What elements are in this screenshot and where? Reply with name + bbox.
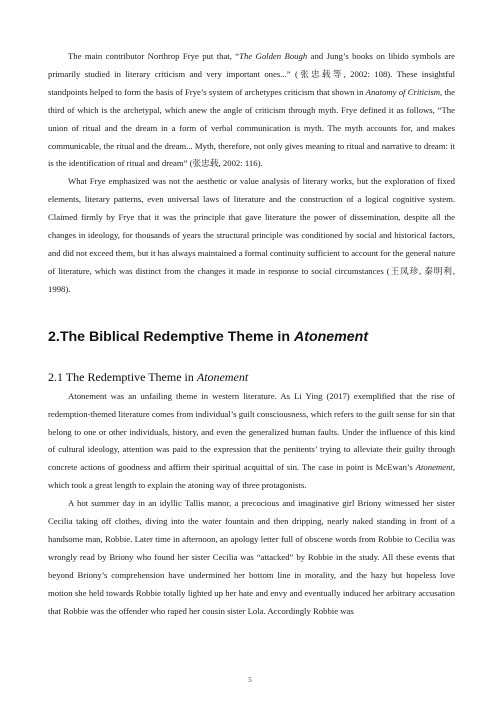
italic-title-text: Atonement (293, 328, 369, 345)
chapter-heading: 2.The Biblical Redemptive Theme in Atonement (48, 328, 369, 345)
paragraph-redemption-theme: Atonement was an unfailing theme in western literature. As Li Ying (2017) exemplified that the rise of redemption-themed literature comes from individual’s guilt consciousness, which refers to the guilt sense for sin that belong to one or other individuals, history, and even the generalized human faults. Under the influence of this kind of cultural ideology, attention was paid to the expression that the penitents’ trying to alleviate their guilty through concrete actions of goodness and affirm their spiritual acquittal of sin. The case in point is McEwan’s Atonement, which took a great length to explain the atoning way of three protagonists. (48, 390, 455, 491)
italic-title-text: Atonement (415, 462, 453, 473)
intro-paragraphs (48, 48, 455, 299)
paragraph-frye-emphasis: What Frye emphasized was not the aesthetic or value analysis of literary works, but the exploration of fixed elements, literary patterns, even universal laws of literature and the construction of a logical cognitive system. Claimed firmly by Frye that it was the principle that gave literature the power of dissemination, despite all the changes in ideology, for thousands of years the structural principle was conditioned by social and historical factors, and did not exceed them, but it has always maintained a formal continuity sufficient to account for the general nature of literature, which was distinct from the changes it made in response to social circumstances (王凤珍, 秦明利, 1998). (48, 176, 455, 294)
italic-title-text: Anatomy of Criticism, (365, 86, 443, 97)
paragraph-plot-summary: A hot summer day in an idyllic Tallis manor, a precocious and imaginative girl Briony witnessed her sister Cecilia taking off clothes, diving into the water fountain and then dripping, nearly naked standing in front of a handsome man, Robbie. Later time in afternoon, an apology letter full of obscene words from Robbie to Cecilia was wrongly read by Briony who found her sister Cecilia was “attacked” by Robbie in the study. All these events that beyond Briony’s comprehension have undermined her bottom line in morality, and the hazy but hopeless love motion she held towards Robbie totally lighted up her hate and envy and eventually induced her arbitrary accusation that Robbie was the offender who raped her cousin sister Lola. Accordingly Robbie was (48, 498, 455, 616)
section-paragraphs (48, 388, 455, 621)
italic-title-text: The Golden Bough (239, 51, 308, 61)
section-heading: 2.1 The Redemptive Theme in Atonement (48, 369, 249, 384)
paragraph-frye-archetypes: The main contributor Northrop Frye put that, “The Golden Bough and Jung’s books on libido symbols are primarily studied in literary criticism and very important ones...” (张忠载等, 2002: 108). These insightful standpoints helped to form the basis of Frye’s system of archetypes criticism that shown in Anatomy of Criticism, the third of which is the archetypal, which anew the angle of criticism through myth. Frye defined it as follows, “The union of ritual and the dream in a form of verbal communication is myth. The myth accounts for, and makes communicable, the ritual and the dream... Myth, therefore, not only gives meaning to ritual and narrative to dream: it is the identification of ritual and dream” (张忠载, 2002: 116). (48, 51, 455, 169)
page-number: 5 (248, 676, 252, 684)
italic-title-text: Atonement (196, 369, 249, 384)
page-body (48, 48, 455, 620)
